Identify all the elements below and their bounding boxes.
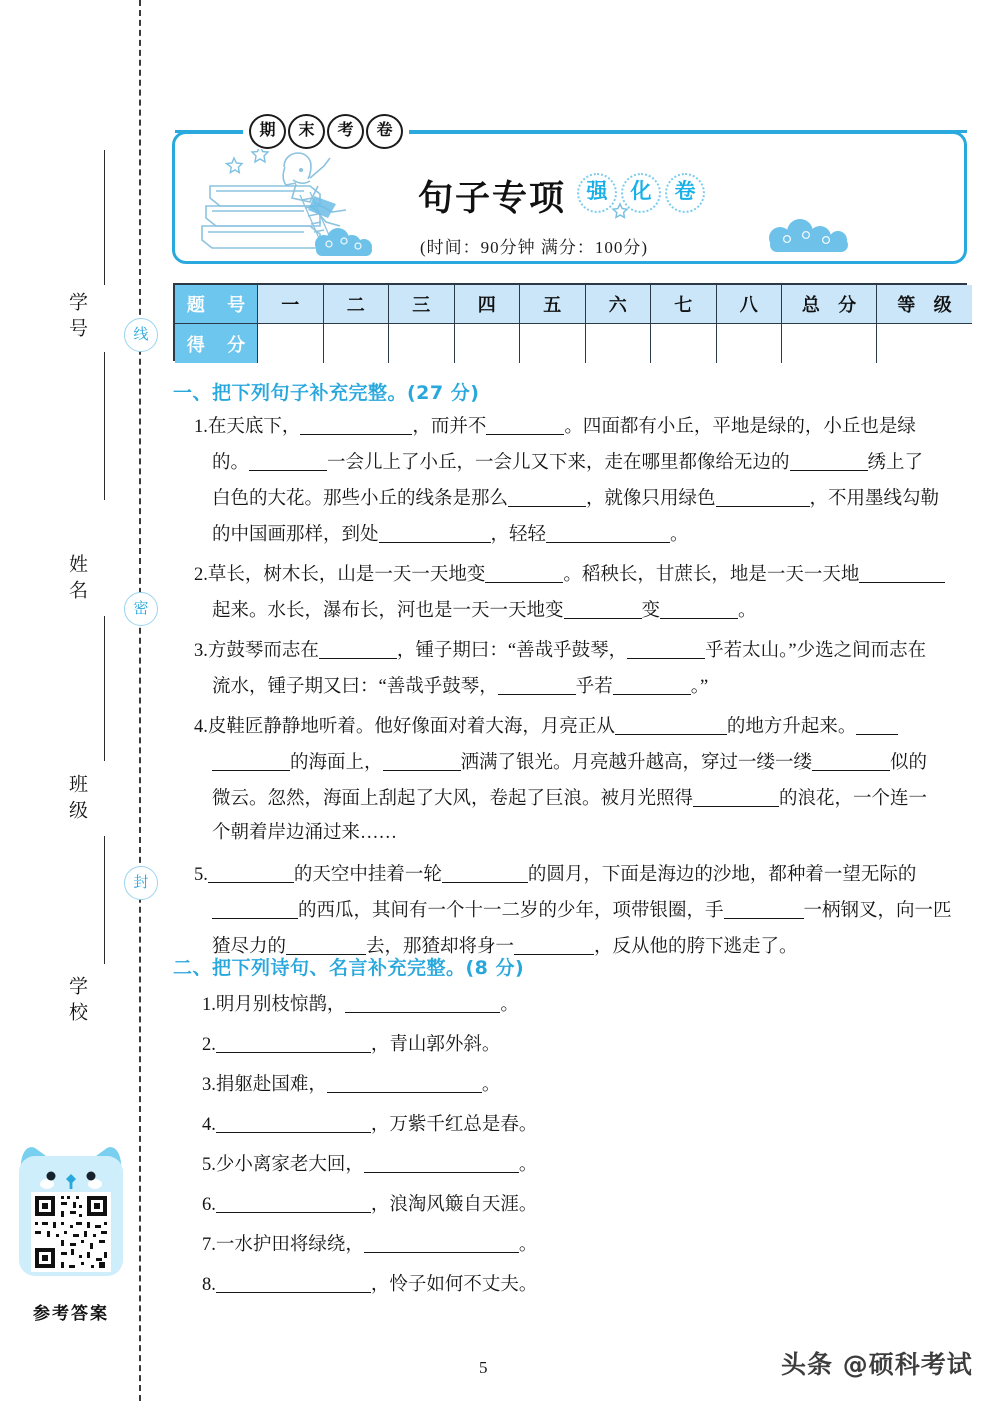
score-cell-grade[interactable]: [877, 324, 972, 363]
badge-char-4: 卷: [366, 114, 403, 149]
books-girl-illustration: [188, 140, 388, 262]
field-school: 学校: [66, 976, 87, 1028]
question-2-line-2: 起来。水长，瀑布长，河也是一天一天地变 变 。: [212, 601, 757, 621]
poem-line-8: 8. ，怜子如何不丈夫。: [202, 1275, 538, 1295]
score-cell-4[interactable]: [520, 324, 586, 363]
score-table-col-0: 一: [258, 285, 324, 324]
question-4-line-3: 微云。忽然，海面上刮起了大风，卷起了巨浪。被月光照得 的浪花，一个连一: [212, 789, 928, 809]
score-table-col-6: 七: [651, 285, 717, 324]
poem-line-7: 7.一水护田将绿绕， 。: [202, 1235, 538, 1255]
field-rule-3: [104, 616, 105, 761]
score-table-col-5: 六: [586, 285, 652, 324]
field-rule-2: [104, 352, 105, 500]
score-table-col-2: 三: [389, 285, 455, 324]
score-cell-7[interactable]: [717, 324, 783, 363]
score-table-col-9: 等 级: [877, 285, 972, 324]
score-table: [173, 283, 967, 361]
score-table-row-label-0: 题 号: [175, 285, 258, 324]
score-table-col-8: 总 分: [782, 285, 877, 324]
field-rule-1: [104, 150, 105, 285]
score-table-col-4: 五: [520, 285, 586, 324]
field-class: 班级: [66, 774, 87, 826]
qr-answer-widget[interactable]: [13, 1140, 129, 1324]
score-table-row-label-1: 得 分: [175, 324, 258, 363]
field-name: 姓名: [66, 554, 87, 606]
seal-char-2: 密: [124, 592, 158, 626]
cat-qr-icon: [13, 1140, 129, 1290]
decorative-cloud: [760, 218, 870, 258]
score-cell-1[interactable]: [324, 324, 390, 363]
question-5-line-3: 猹尽力的 去，那猹却将身一 ，反从他的胯下逃走了。: [212, 937, 798, 957]
watermark: 头条 @硕科考试: [781, 1350, 973, 1379]
title-tag-group: [577, 173, 705, 213]
poem-line-3: 3.捐躯赴国难， 。: [202, 1075, 501, 1095]
score-cell-total[interactable]: [782, 324, 877, 363]
score-cell-6[interactable]: [651, 324, 717, 363]
section-heading-2: 二、把下列诗句、名言补充完整。(8 分): [173, 957, 525, 979]
score-cell-5[interactable]: [586, 324, 652, 363]
score-cell-2[interactable]: [389, 324, 455, 363]
field-rule-4: [104, 836, 105, 964]
question-5-line-2: 的西瓜，其间有一个十一二岁的少年，项带银圈，手 一柄钢叉，向一匹: [212, 900, 952, 921]
score-table-col-7: 八: [717, 285, 783, 324]
badge-char-3: 考: [327, 114, 364, 149]
poem-line-2: 2. ，青山郭外斜。: [202, 1035, 501, 1055]
question-1-line-2: 的。 一会儿上了小丘，一会儿又下来，走在哪里都像给无边的 绣上了: [212, 453, 924, 473]
score-cell-3[interactable]: [455, 324, 521, 363]
page-title: 句子专项: [418, 179, 567, 219]
question-3-line-2: 流水，锺子期又曰：“善哉乎鼓琴， 乎若 。”: [212, 677, 709, 697]
page-number: 5: [479, 1358, 488, 1377]
field-student-id: 学号: [66, 292, 87, 344]
header-rule-left: [175, 130, 245, 133]
title-tag-3: 卷: [665, 173, 705, 213]
question-5-line-1: 5. 的天空中挂着一轮 的圆月，下面是海边的沙地，都种着一望无际的: [194, 865, 917, 885]
question-4-line-2: 的海面上， 洒满了银光。月亮越升越高，穿过一缕一缕 似的: [212, 752, 927, 773]
exam-meta: (时间：90分钟 满分：100分): [420, 238, 649, 257]
seal-char-1: 线: [124, 318, 158, 352]
question-3-line-1: 3.方鼓琴而志在 ，锺子期曰：“善哉乎鼓琴， 乎若太山。”少选之间而志在: [194, 641, 927, 661]
question-1-line-4: 的中国画那样，到处 ，轻轻 。: [212, 525, 689, 545]
badge-char-2: 末: [288, 114, 325, 149]
score-table-col-3: 四: [455, 285, 521, 324]
poem-line-5: 5.少小离家老大回， 。: [202, 1155, 538, 1175]
seal-dotted-line: [139, 0, 141, 1401]
title-tag-2: 化: [621, 173, 661, 213]
poem-line-4: 4. ，万紫千红总是春。: [202, 1115, 538, 1135]
question-1-line-1: 1.在天底下， ，而并不 。四面都有小丘，平地是绿的，小丘也是绿: [194, 417, 916, 437]
poem-line-6: 6. ，浪淘风簸自天涯。: [202, 1195, 538, 1215]
section-heading-1: 一、把下列句子补充完整。(27 分): [173, 382, 480, 404]
score-cell-0[interactable]: [258, 324, 324, 363]
question-1-line-3: 白色的大花。那些小丘的线条是那么 ，就像只用绿色 ，不用墨线勾勒: [212, 489, 940, 509]
badge-char-1: 期: [249, 114, 286, 149]
exam-type-badge: [243, 114, 409, 149]
score-table-col-1: 二: [324, 285, 390, 324]
question-2-line-1: 2.草长，树木长，山是一天一天地变 。稻秧长，甘蔗长，地是一天一天地: [194, 564, 945, 585]
question-4-line-4: 个朝着岸边涌过来……: [212, 823, 398, 843]
poem-line-1: 1.明月别枝惊鹊， 。: [202, 995, 519, 1015]
question-4-line-1: 4.皮鞋匠静静地听着。他好像面对着大海，月亮正从 的地方升起来。: [194, 716, 898, 737]
qr-caption: 参考答案: [33, 1304, 109, 1324]
header-rule-right: [383, 130, 967, 133]
seal-char-3: 封: [124, 866, 158, 900]
title-tag-1: 强: [577, 173, 617, 213]
